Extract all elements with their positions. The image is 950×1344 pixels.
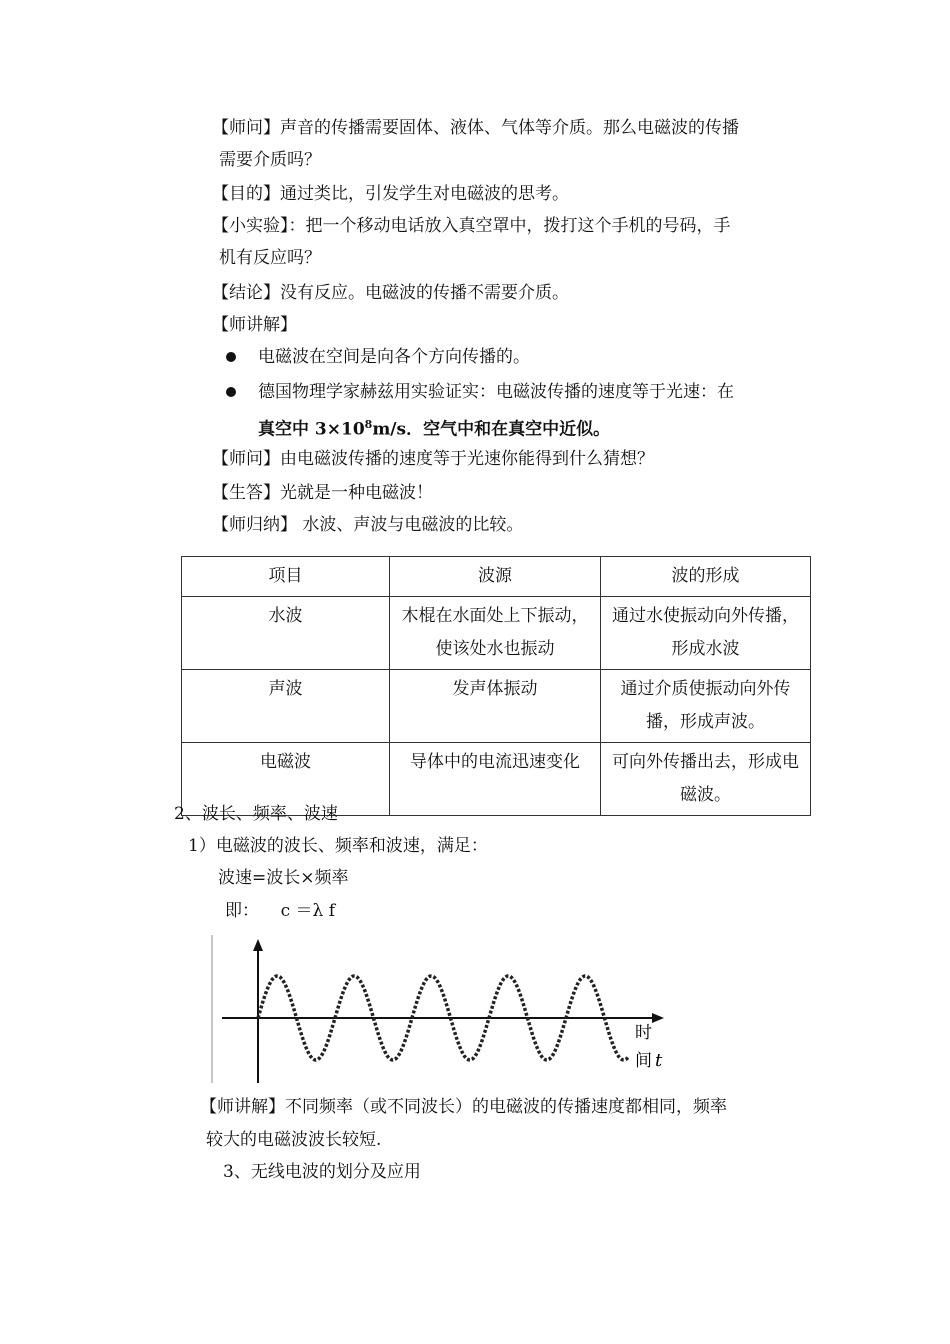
y-axis-arrow-icon [253,939,263,951]
student-answer: 【生答】光就是一种电磁波！ [212,483,433,503]
bullet-icon [226,387,236,397]
table-cell: 导体中的电流迅速变化 [390,743,601,816]
table-cell: 电磁波 [182,743,390,816]
teacher-question-2: 【师问】由电磁波传播的速度等于光速你能得到什么猜想？ [212,449,654,469]
speed-exponent: 8 [364,418,373,431]
teacher-explain-label: 【师讲解】 [212,315,297,335]
teacher-summary: 【师归纳】 水波、声波与电磁波的比较。 [212,515,524,535]
time-axis-label-1: 时 [635,1023,652,1043]
teacher-question-line: 【师问】声音的传播需要固体、液体、气体等介质。那么电磁波的传播 [212,118,739,138]
table-header-row [182,557,811,597]
comparison-table [181,556,811,816]
section-2-heading: 2、波长、频率、波速 [174,804,338,824]
table-cell: 通过水使振动向外传播，形成水波 [601,597,811,670]
time-axis-label-2: 间 [635,1051,652,1071]
table-cell: 木棍在水面处上下振动，使该处水也振动 [390,597,601,670]
table-header-cell: 波源 [390,557,601,597]
speed-of-light-line [258,413,610,442]
table-cell: 发声体振动 [390,670,601,743]
table-cell: 可向外传播出去，形成电磁波。 [601,743,811,816]
time-axis-variable: t [655,1050,663,1071]
experiment-line: 【小实验】：把一个移动电话放入真空罩中，拨打这个手机的号码，手 [212,216,731,236]
table-cell: 声波 [182,670,390,743]
conclusion-line: 【结论】没有反应。电磁波的传播不需要介质。 [212,283,569,303]
table-header-cell: 波的形成 [601,557,811,597]
wave-diagram [210,935,670,1085]
table-row [182,670,811,743]
experiment-line-cont: 机有反应吗？ [219,248,321,268]
teacher-explain-2-cont: 较大的电磁波波长较短. [206,1130,382,1150]
section-2-sub1: 1）电磁波的波长、频率和波速，满足： [188,836,488,856]
speed-text-post: m/s．空气中和在真空中近似。 [372,419,611,440]
bullet-icon [226,352,236,362]
formula-symbols: 即： c ＝λ f [225,901,336,921]
bullet-item-hertz: 德国物理学家赫兹用实验证实：电磁波传播的速度等于光速：在 [258,382,734,402]
formula-words: 波速=波长×频率 [218,868,349,888]
table-cell: 通过介质使振动向外传播，形成声波。 [601,670,811,743]
table-row [182,597,811,670]
speed-text-pre: 真空中 3×10 [258,419,365,440]
table-cell: 水波 [182,597,390,670]
section-3-heading: 3、无线电波的划分及应用 [223,1162,421,1182]
teacher-explain-2: 【师讲解】不同频率（或不同波长）的电磁波的传播速度都相同，频率 [200,1097,727,1117]
purpose-line: 【目的】通过类比，引发学生对电磁波的思考。 [212,184,569,204]
x-axis-arrow-icon [652,1013,664,1023]
bullet-item-propagation: 电磁波在空间是向各个方向传播的。 [258,347,530,367]
table-header-cell: 项目 [182,557,390,597]
teacher-question-line-cont: 需要介质吗？ [219,150,321,170]
